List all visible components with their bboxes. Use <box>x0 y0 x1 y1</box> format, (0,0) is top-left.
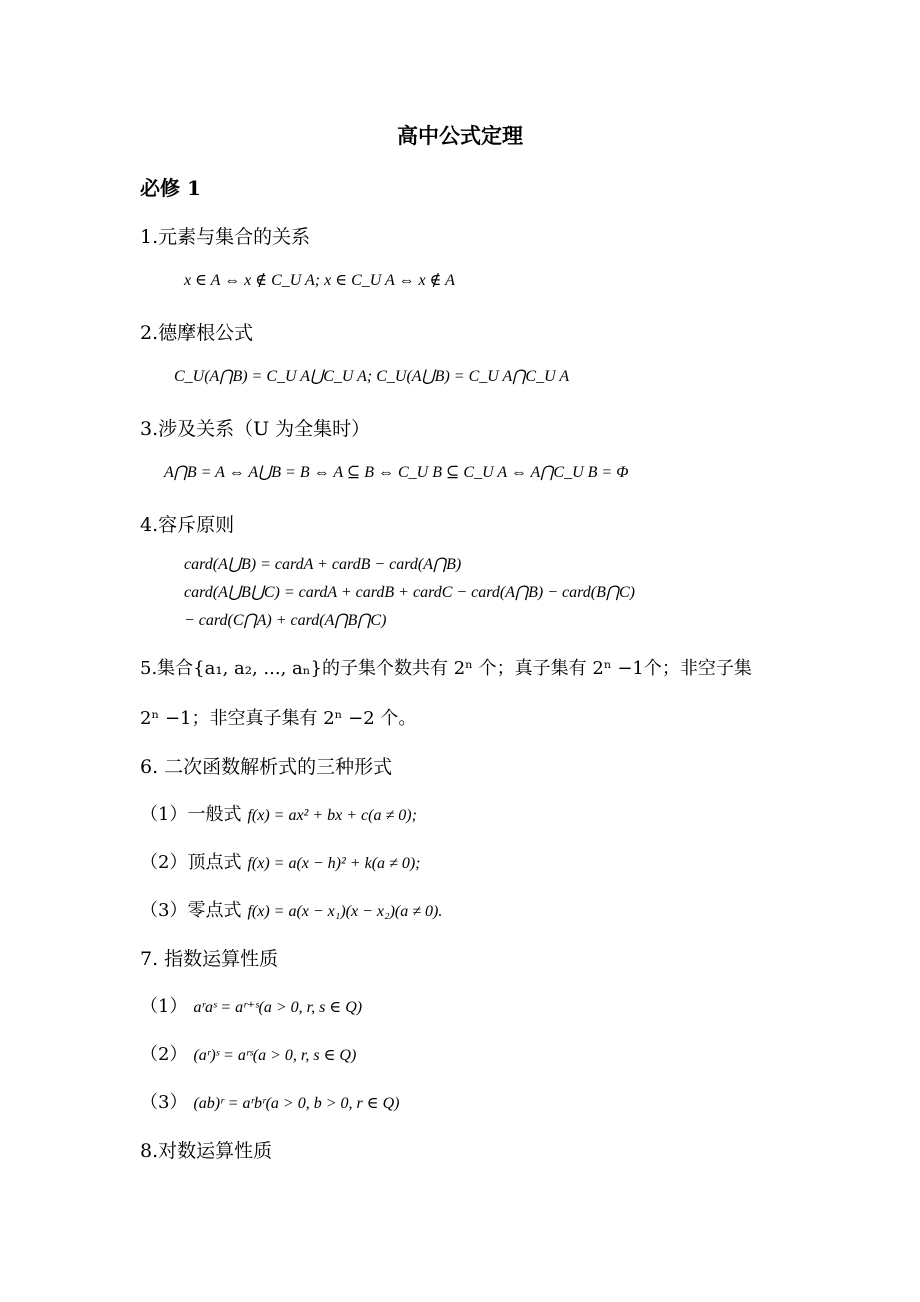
section-2-heading: 2.德摩根公式 <box>140 322 254 344</box>
item-label: （3）零点式 <box>140 900 242 921</box>
section-3-formula: A⋂B = A ⇔ A⋃B = B ⇔ A ⊆ B ⇔ C_U B ⊆ C_U A ⇔ A⋂C_U B = Φ <box>164 464 629 481</box>
item-label: （1） <box>140 996 188 1017</box>
item-formula: (ab)ʳ = aʳbʳ(a > 0, b > 0, r ∈ Q) <box>193 1095 400 1112</box>
section-4-formula-line-1: card(A⋃B) = cardA + cardB − card(A⋂B) <box>184 556 462 573</box>
section-4-formula-line-2: card(A⋃B⋃C) = cardA + cardB + cardC − card(A⋂B) − card(B⋂C) <box>184 584 635 601</box>
exponent-rule-2 <box>140 1040 356 1066</box>
exponent-rule-3 <box>140 1088 399 1114</box>
page-title: 高中公式定理 <box>397 123 523 148</box>
section-6-heading: 6. 二次函数解析式的三种形式 <box>140 756 393 778</box>
section-5-paragraph-line-1: 5.集合{a₁, a₂, ..., aₙ}的子集个数共有 2ⁿ 个；真子集有 2ⁿ −1个；非空子集 <box>140 658 752 679</box>
quadratic-form-zeros <box>140 896 442 922</box>
quadratic-form-vertex <box>140 848 420 874</box>
section-7-heading: 7. 指数运算性质 <box>140 948 279 970</box>
section-4-heading: 4.容斥原则 <box>140 514 235 536</box>
item-formula: f(x) = ax² + bx + c(a ≠ 0); <box>247 807 417 824</box>
item-formula: (aʳ)ˢ = aʳˢ(a > 0, r, s ∈ Q) <box>193 1047 357 1064</box>
section-1-heading: 1.元素与集合的关系 <box>140 226 311 248</box>
section-4-formula-line-3: − card(C⋂A) + card(A⋂B⋂C) <box>184 612 387 629</box>
item-formula: f(x) = a(x − x₁)(x − x₂)(a ≠ 0). <box>247 903 443 920</box>
item-formula: aʳaˢ = aʳ⁺ˢ(a > 0, r, s ∈ Q) <box>193 999 363 1016</box>
item-label: （2）顶点式 <box>140 852 242 873</box>
section-8-heading: 8.对数运算性质 <box>140 1140 273 1162</box>
exponent-rule-1 <box>140 992 362 1018</box>
section-1-formula: x ∈ A ⇔ x ∉ C_U A; x ∈ C_U A ⇔ x ∉ A <box>184 272 455 289</box>
chapter-heading: 必修 1 <box>140 176 201 200</box>
section-3-heading: 3.涉及关系（U 为全集时） <box>140 418 371 440</box>
item-formula: f(x) = a(x − h)² + k(a ≠ 0); <box>247 855 421 872</box>
item-label: （1）一般式 <box>140 804 242 825</box>
section-5-paragraph-line-2: 2ⁿ −1；非空真子集有 2ⁿ −2 个。 <box>140 708 417 729</box>
section-2-formula: C_U(A⋂B) = C_U A⋃C_U A; C_U(A⋃B) = C_U A⋂C_U A <box>174 368 570 385</box>
quadratic-form-general <box>140 800 417 826</box>
item-label: （3） <box>140 1092 188 1113</box>
item-label: （2） <box>140 1044 188 1065</box>
